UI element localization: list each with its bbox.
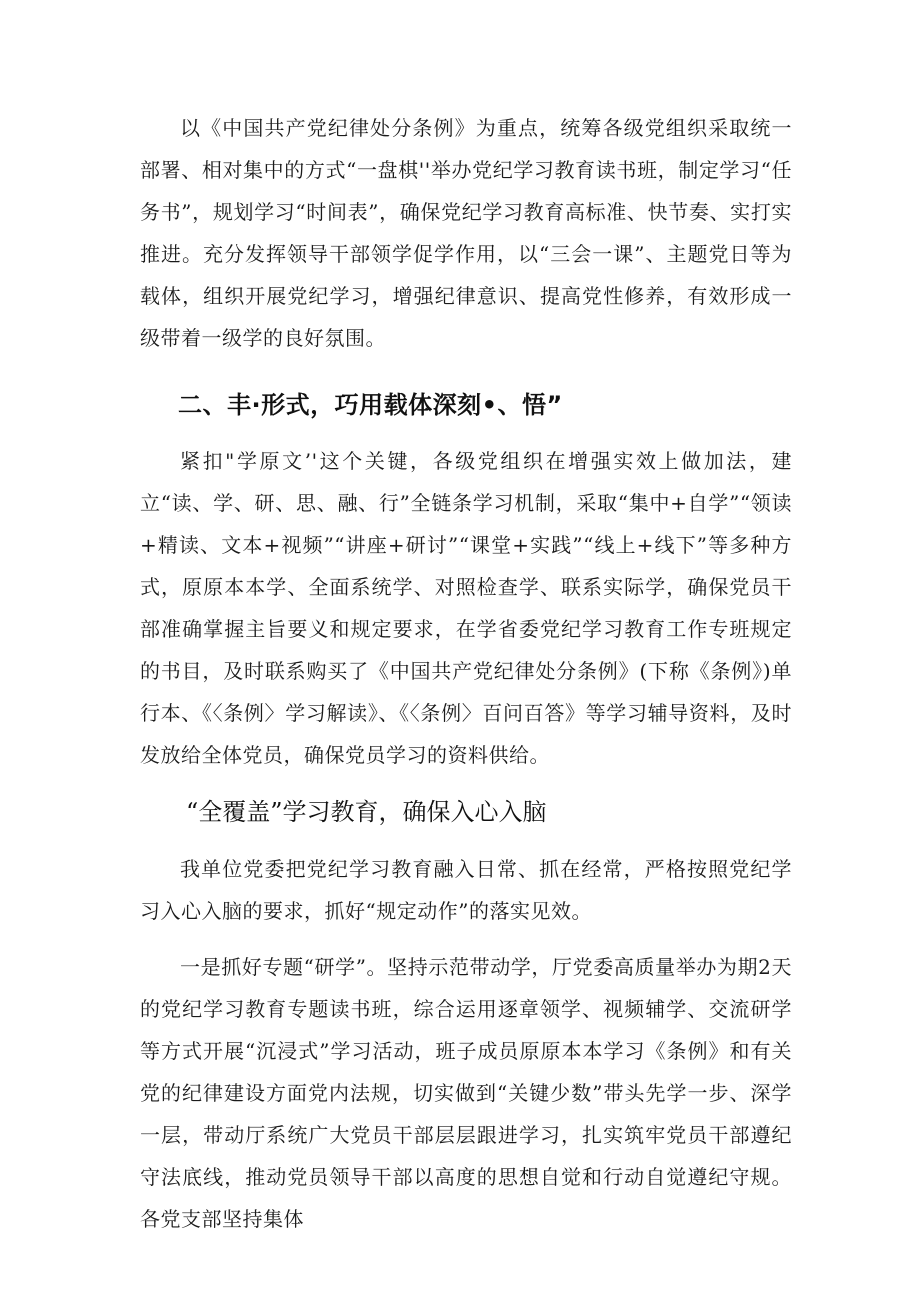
paragraph-1: 以《中国共产党纪律处分条例》为重点，统筹各级党组织采取统一部署、相对集中的方式“一盘棋''举办党纪学习教育读书班，制定学习“任务书”，规划学习“时间表”，确保党纪学习教育高标准、快节奏、实打实推进。充分发挥领导干部领学促学作用，以“三会一课”、主题党日等为载体，组织开展党纪学习，增强纪律意识、提高党性修养，有效形成一级带着一级学的良好氛围。: [140, 116, 792, 350]
paragraph-2: 紧扣"学原文’'这个关键，各级党组织在增强实效上做加法，建立“读、学、研、思、融、行”全链条学习机制，采取“集中+自学”“领读+精读、文本+视频”“讲座+研讨”“课堂+实践”“线上+线下”等多种方式，原原本本学、全面系统学、对照检查学、联系实际学，确保党员干部准确掌握主旨要义和规定要求，在学省委党纪学习教育工作专班规定的书目，及时联系购买了《中国共产党纪律处分条例》(下称《条例》)单行本、《〈条例〉学习解读》、《〈条例〉百问百答》等学习辅导资料，及时发放给全体党员，确保党员学习的资料供给。: [140, 449, 792, 767]
section-heading-3: “全覆盖”学习教育，确保入心入脑: [186, 798, 547, 826]
paragraph-4: 一是抓好专题“研学”。坚持示范带动学，厅党委高质量举办为期2天的党纪学习教育专题读书班，综合运用逐章领学、视频辅学、交流研学等方式开展“沉浸式”学习活动，班子成员原原本本学习《条例》和有关党的纪律建设方面党内法规，切实做到“关键少数”带头先学一步、深学一层，带动厅系统广大党员干部层层跟进学习，扎实筑牢党员干部遵纪守法底线，推动党员领导干部以高度的思想自觉和行动自觉遵纪守规。各党支部坚持集体: [140, 955, 792, 1231]
section-heading-2: 二、丰·形式，巧用载体深刻•、悟”: [178, 391, 563, 419]
paragraph-3: 我单位党委把党纪学习教育融入日常、抓在经常，严格按照党纪学习入心入脑的要求，抓好“规定动作”的落实见效。: [140, 857, 792, 923]
